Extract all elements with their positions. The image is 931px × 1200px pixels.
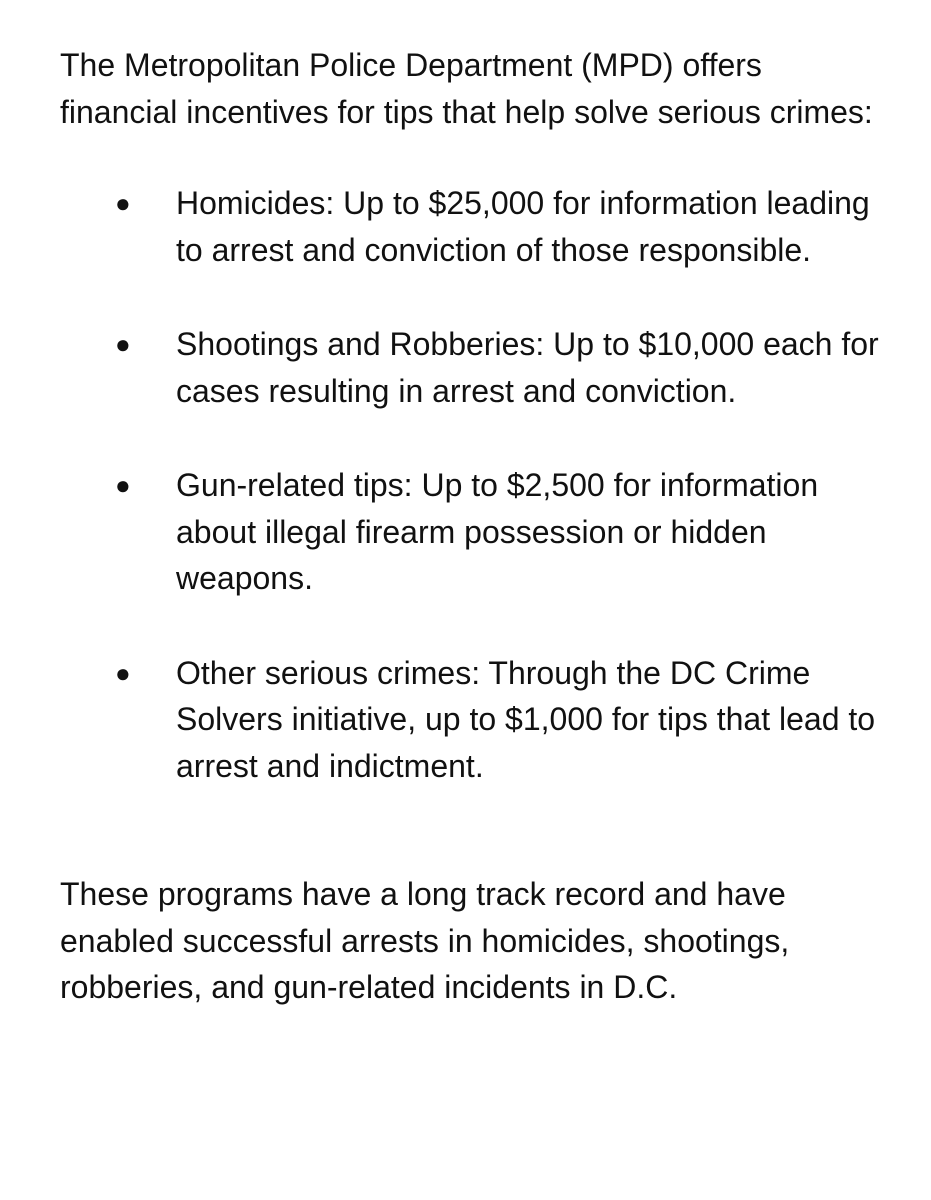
reward-list — [60, 180, 880, 789]
intro-paragraph: The Metropolitan Police Department (MPD) offers financial incentives for tips that help solve serious crimes: — [60, 47, 873, 130]
bullet-icon: ● — [115, 470, 131, 500]
list-item-text: Homicides: Up to $25,000 for information leading to arrest and conviction of those responsible. — [176, 185, 870, 268]
list-item-text: Other serious crimes: Through the DC Crime Solvers initiative, up to $1,000 for tips that lead to arrest and indictment. — [176, 654, 876, 784]
bullet-icon: ● — [115, 188, 131, 218]
list-item-gun-related — [60, 462, 880, 602]
list-item-shootings-robberies — [60, 321, 880, 414]
bullet-icon: ● — [115, 657, 131, 688]
document-body — [60, 42, 880, 1011]
bullet-icon: ● — [115, 329, 131, 359]
list-item-text: Shootings and Robberies: Up to $10,000 each for cases resulting in arrest and conviction. — [176, 326, 879, 409]
list-item-other-crimes — [60, 650, 880, 790]
list-item-text: Gun-related tips: Up to $2,500 for information about illegal firearm possession or hidden weapons. — [176, 467, 819, 596]
list-item-homicides — [60, 180, 880, 273]
closing-paragraph: These programs have a long track record and have enabled successful arrests in homicides, shootings, robberies, and gun-related incidents in D.C. — [60, 876, 790, 1005]
